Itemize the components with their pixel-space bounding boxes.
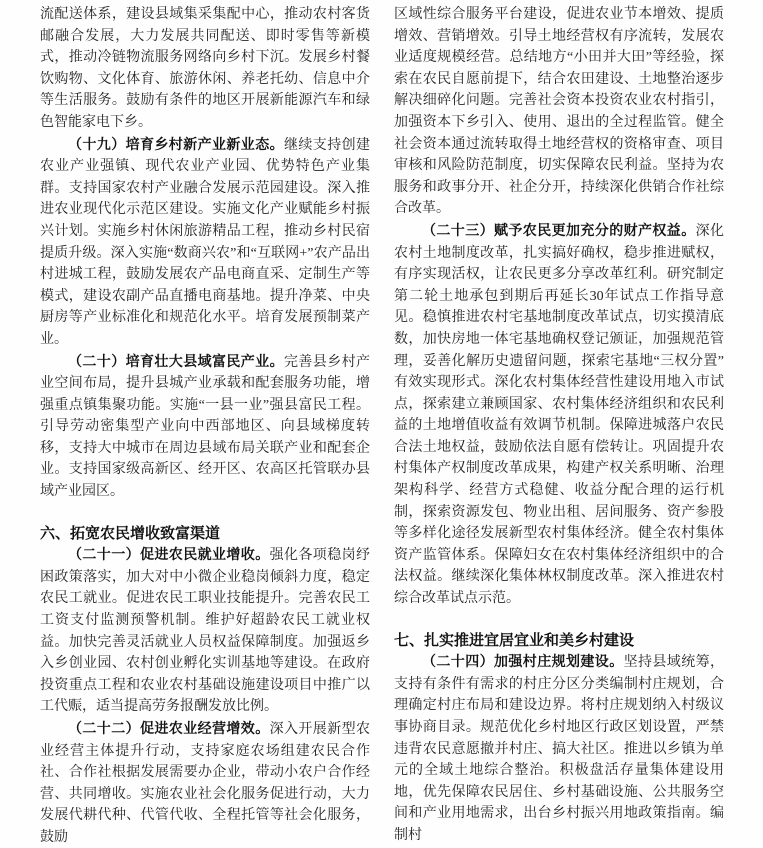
item-19-paragraph: [40, 134, 370, 351]
paragraph-text: 完善县乡村产业空间布局，提升县城产业承载和配套服务功能，增强重点镇集聚功能。实施“一县一业”强县富民工程。引导劳动密集型产业向中西部地区、向县域梯度转移，支持大中城市在周边县域布局关联产业和配套企业。支持国家级高新区、经开区、农高区托管联办县域产业园区。: [40, 354, 370, 500]
section-6-heading: 六、拓宽农民增收致富渠道: [40, 524, 221, 542]
paragraph-text: 深化农村土地制度改革，扎实搞好确权，稳步推进赋权，有序实现活权，让农民更多分享改革红利。研究制定第二轮土地承包到期后再延长30年试点工作指导意见。稳慎推进农村宅基地制度改革试点，切实摸清底数，加快房地一体宅基地确权登记颁证，加强规范管理，妥善化解历史遗留问题，探索宅基地“三权分置”有效实现形式。深化农村集体经营性建设用地入市试点，探索建立兼顾国家、农村集体经济组织和农民利益的土地增值收益有效调节机制。保障进城落户农民合法土地权益，鼓励依法自愿有偿转让。巩固提升农村集体产权制度改革成果，构建产权关系明晰、治理架构科学、经营方式稳健、收益分配合理的运行机制，探索资源发包、物业出租、居间服务、资产参股等多样化途径发展新型农村集体经济。健全农村集体资产监管体系。保障妇女在农村集体经济组织中的合法权益。继续深化集体林权制度改革。深入推进农村综合改革试点示范。: [394, 223, 725, 607]
continuation-paragraph: [394, 4, 724, 220]
section-7-heading: 七、扎实推进宜居宜业和美乡村建设: [394, 631, 635, 649]
item-22-paragraph: [40, 718, 370, 848]
item-19-title: （十九）培育乡村新产业新业态。: [68, 135, 284, 152]
item-20-paragraph: [40, 351, 370, 503]
paragraph-text: 强化各项稳岗纾困政策落实，加大对中小微企业稳岗倾斜力度，稳定农民工就业。促进农民工职业技能提升。完善农民工工资支付监测预警机制。维护好超龄农民工就业权益。加快完善灵活就业人员权益保障制度。加强返乡入乡创业园、农村创业孵化实训基地等建设。在政府投资重点工程和农业农村基础设施建设项目中推广以工代赈，适当提高劳务报酬发放比例。: [40, 548, 371, 715]
right-column: [394, 4, 724, 848]
item-23-title: （二十三）赋予农民更加充分的财产权益。: [422, 221, 696, 238]
item-21-title: （二十一）促进农民就业增收。: [68, 546, 270, 563]
item-24-title: （二十四）加强村庄规划建设。: [422, 653, 624, 670]
paragraph-text: 继续支持创建农业产业强镇、现代农业产业园、优势特色产业集群。支持国家农村产业融合发展示范园建设。深入推进农业现代化示范区建设。实施文化产业赋能乡村振兴计划。实施乡村休闲旅游精品工程，推动乡村民宿提质升级。深入实施“数商兴农”和“互联网+”农产品出村进城工程，鼓励发展农产品电商直采、定制生产等模式，建设农副产品直播电商基地。提升净菜、中央厨房等产业标准化和规范化水平。培育发展预制菜产业。: [40, 137, 370, 347]
two-column-layout: [40, 4, 723, 848]
paragraph-text: 流配送体系，建设县域集采集配中心，推动农村客货邮融合发展，大力发展共同配送、即时零售等新模式，推动冷链物流服务网络向乡村下沉。发展乡村餐饮购物、文化体育、旅游休闲、养老托幼、信息中介等生活服务。鼓励有条件的地区开展新能源汽车和绿色智能家电下乡。: [40, 7, 370, 130]
continuation-paragraph: [40, 4, 370, 134]
paragraph-text: 坚持县域统筹，支持有条件有需求的村庄分区分类编制村庄规划，合理确定村庄布局和建设边界。将村庄规划纳入村级议事协商目录。规范优化乡村地区行政区划设置，严禁违背农民意愿撤并村庄、搞大社区。推进以乡镇为单元的全域土地综合整治。积极盘活存量集体建设用地，优先保障农民居住、乡村基础设施、公共服务空间和产业用地需求，出台乡村振兴用地政策指南。编制村: [394, 655, 725, 843]
left-column: [40, 4, 370, 848]
item-21-paragraph: [40, 544, 370, 718]
item-24-paragraph: [394, 651, 724, 846]
item-20-title: （二十）培育壮大县域富民产业。: [68, 352, 284, 369]
item-22-title: （二十二）促进农业经营增效。: [68, 720, 270, 736]
item-23-paragraph: [394, 220, 724, 610]
paragraph-text: 深入开展新型农业经营主体提升行动，支持家庭农场组建农民合作社、合作社根据发展需要办企业，带动小农户合作经营、共同增收。实施农业社会化服务促进行动，大力发展代耕代种、代管代收、全程托管等社会化服务，鼓励: [40, 722, 371, 845]
paragraph-text: 区域性综合服务平台建设，促进农业节本增效、提质增效、营销增效。引导土地经营权有序流转，发展农业适度规模经营。总结地方“小田并大田”等经验，探索在农民自愿前提下，结合农田建设、土地整治逐步解决细碎化问题。完善社会资本投资农业农村指引，加强资本下乡引入、使用、退出的全过程监管。健全社会资本通过流转取得土地经营权的资格审查、项目审核和风险防范制度，切实保障农民利益。坚持为农服务和政事分开、社企分开，持续深化供销合作社综合改革。: [394, 7, 724, 217]
